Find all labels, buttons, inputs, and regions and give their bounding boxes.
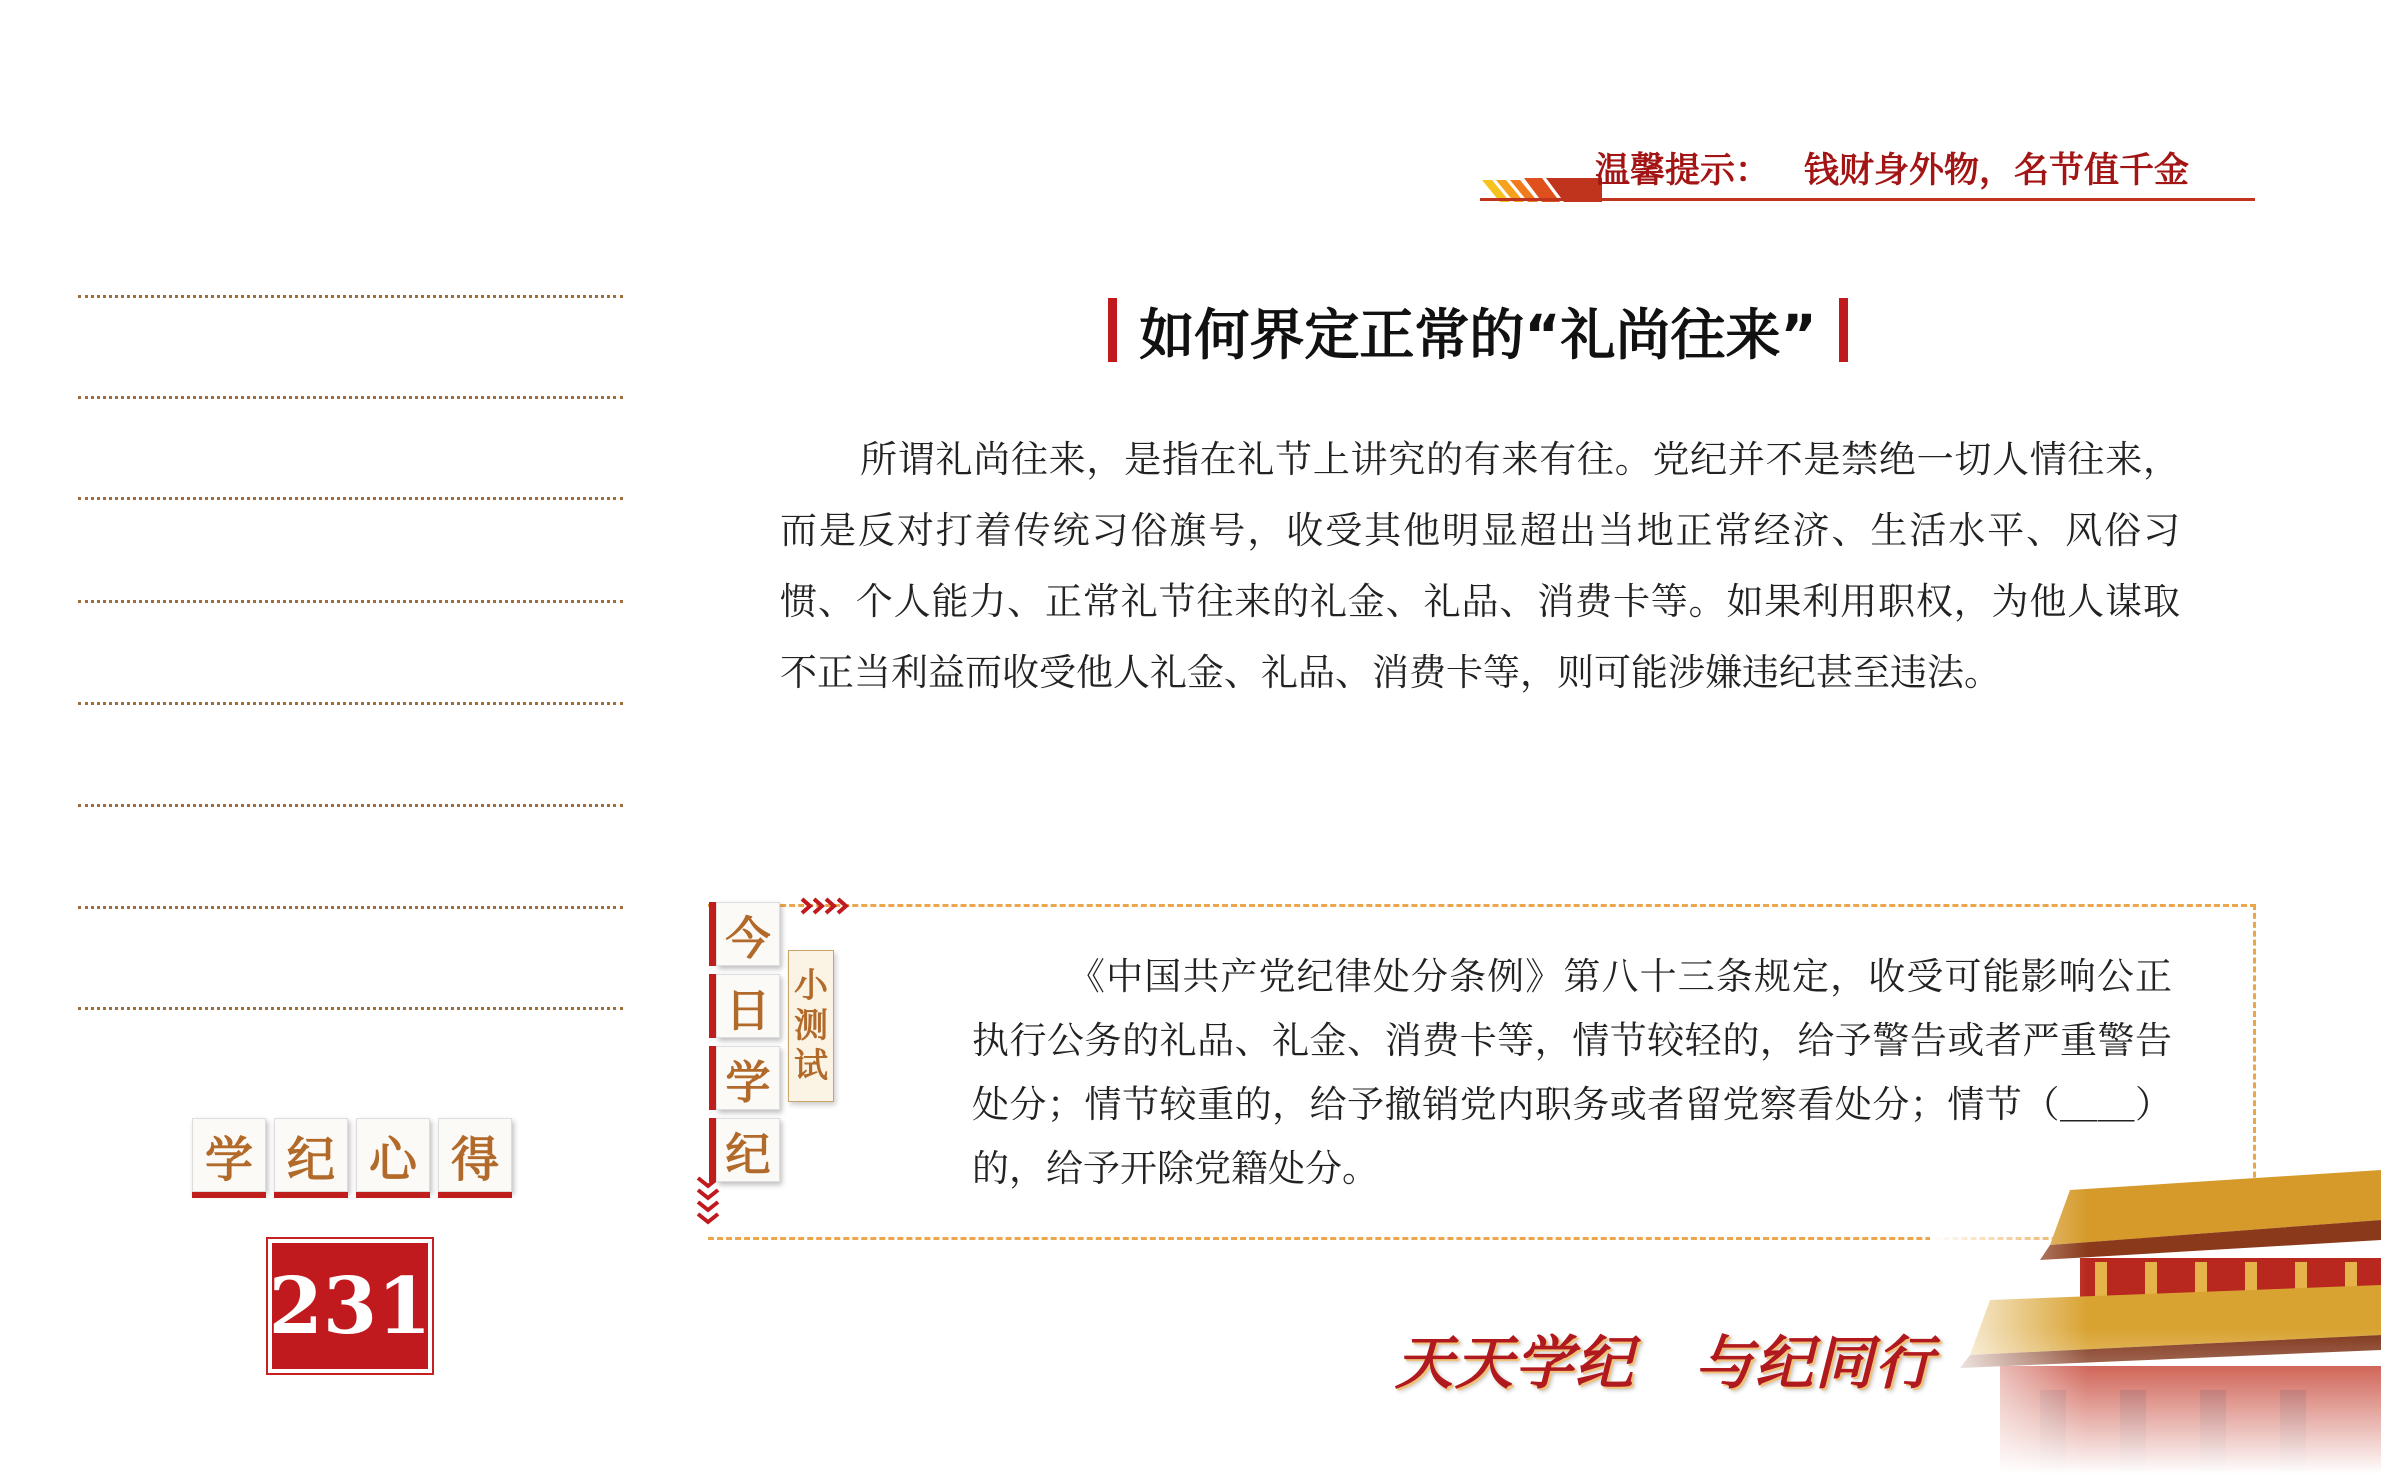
page-number-box bbox=[266, 1237, 434, 1375]
footer-slogan: 天天学纪 与纪同行 bbox=[1395, 1329, 1936, 1397]
heading-char: 得 bbox=[438, 1118, 512, 1192]
tip-label: 温馨提示： bbox=[1595, 151, 1771, 191]
quiz-label-char: 纪 bbox=[716, 1118, 780, 1182]
quiz-sublabel-char: 小 bbox=[794, 966, 828, 1006]
header-tip bbox=[1595, 143, 2255, 193]
palace-illustration bbox=[1930, 1150, 2381, 1474]
article-title-block bbox=[1040, 290, 1916, 370]
quiz-sublabel-char: 试 bbox=[794, 1046, 828, 1086]
quiz-label-char: 今 bbox=[716, 902, 780, 966]
notes-heading bbox=[192, 1118, 512, 1192]
heading-char: 学 bbox=[192, 1118, 266, 1192]
note-line[interactable] bbox=[78, 295, 623, 298]
note-line[interactable] bbox=[78, 497, 623, 500]
chevron-down-icon bbox=[694, 1176, 722, 1232]
header-underline bbox=[1480, 198, 2255, 201]
article-body: 所谓礼尚往来，是指在礼节上讲究的有来有往。党纪并不是禁绝一切人情往来，而是反对打着传统习俗旗号，收受其他明显超出当地正常经济、生活水平、风俗习惯、个人能力、正常礼节往来的礼金、礼品、消费卡等。如果利用职权，为他人谋取不正当利益而收受他人礼金、礼品、消费卡等，则可能涉嫌违纪甚至违法。 bbox=[780, 438, 2180, 694]
title-bar-left bbox=[1108, 298, 1117, 362]
quiz-text: 《中国共产党纪律处分条例》第八十三条规定，收受可能影响公正执行公务的礼品、礼金、消费卡等，情节较轻的，给予警告或者严重警告处分；情节较重的，给予撤销党内职务或者留党察看处分；情节（＿＿）的，给予开除党籍处分。 bbox=[972, 955, 2172, 1190]
article-title: 如何界定正常的“礼尚往来” bbox=[1139, 302, 1817, 367]
chevron-right-icon bbox=[800, 896, 856, 916]
note-line[interactable] bbox=[78, 1007, 623, 1010]
heading-char: 心 bbox=[356, 1118, 430, 1192]
tip-text: 钱财身外物，名节值千金 bbox=[1804, 151, 2190, 191]
note-line[interactable] bbox=[78, 702, 623, 705]
note-line[interactable] bbox=[78, 804, 623, 807]
quiz-sublabel-char: 测 bbox=[794, 1006, 828, 1046]
quiz-sublabel bbox=[788, 950, 834, 1102]
note-line[interactable] bbox=[78, 396, 623, 399]
page-number: 231 bbox=[272, 1243, 428, 1369]
note-line[interactable] bbox=[78, 906, 623, 909]
title-bar-right bbox=[1839, 298, 1848, 362]
quiz-label-char: 学 bbox=[716, 1046, 780, 1110]
heading-char: 纪 bbox=[274, 1118, 348, 1192]
quiz-label-char: 日 bbox=[716, 974, 780, 1038]
note-line[interactable] bbox=[78, 600, 623, 603]
